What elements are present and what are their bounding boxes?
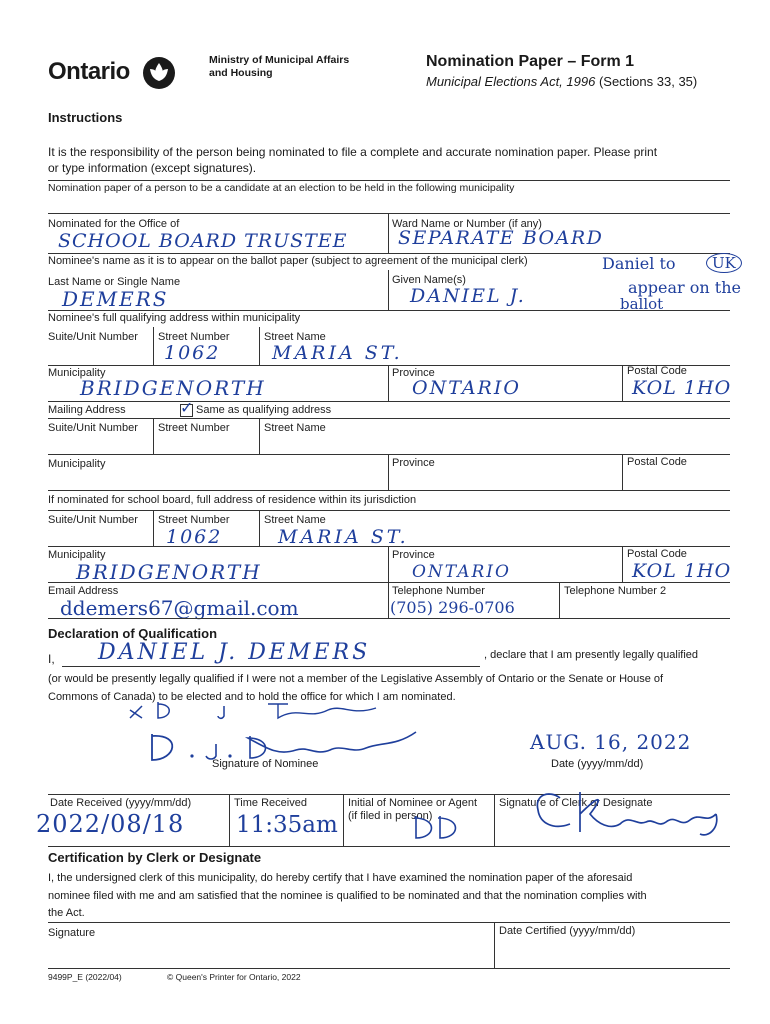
rule-16 (48, 922, 730, 923)
province-label: Province (392, 367, 435, 379)
rule-17 (48, 968, 730, 969)
divider-o3 (494, 794, 495, 846)
rule-top (48, 180, 730, 181)
cert-line3: the Act. (48, 907, 85, 919)
mailing-address-label: Mailing Address (48, 404, 126, 416)
footer-form-number: 9499P_E (2022/04) (48, 972, 122, 982)
date-received-label: Date Received (yyyy/mm/dd) (50, 797, 192, 809)
sb-province-label: Province (392, 549, 435, 561)
suite-label: Suite/Unit Number (48, 331, 138, 343)
signature-of-nominee-label: Signature of Nominee (212, 758, 319, 770)
time-received-label: Time Received (234, 797, 307, 809)
rule-6 (48, 401, 730, 402)
street-number-label: Street Number (158, 331, 230, 343)
initial-nominee-label: Initial of Nominee or Agent (348, 797, 478, 809)
sb-street-number-label: Street Number (158, 514, 230, 526)
divider-o1 (229, 794, 230, 846)
ward-value: SEPARATE BOARD (398, 227, 604, 249)
rule-12 (48, 582, 730, 583)
mail-street-number-label: Street Number (158, 422, 230, 434)
email-value: ddemers67@gmail.com (60, 596, 299, 620)
email-label: Email Address (48, 585, 119, 597)
rule-7 (48, 418, 730, 419)
mail-municipality-label: Municipality (48, 458, 106, 470)
trillium-logo-icon (141, 55, 177, 91)
divider-s4 (622, 546, 623, 582)
time-received-value: 11:35am (236, 812, 338, 838)
date-certified-label: Date Certified (yyyy/mm/dd) (499, 925, 636, 937)
if-filed-label: (if filed in person) (348, 810, 433, 822)
rule-10 (48, 510, 730, 511)
given-names-value: DANIEL J. (410, 285, 526, 307)
declaration-i: I, (48, 652, 55, 666)
footer-copyright: © Queen's Printer for Ontario, 2022 (167, 972, 301, 982)
school-board-address-label: If nominated for school board, full address of residence within its jurisdiction (48, 494, 417, 506)
divider-a2 (259, 327, 260, 365)
rule-13 (48, 618, 730, 619)
divider-m3 (388, 454, 389, 490)
signature-clerk-label: Signature of Clerk or Designate (499, 797, 653, 809)
postal-code-value: KOL 1HO (632, 377, 732, 399)
divider-e2 (559, 582, 560, 618)
date-received-value: 2022/08/18 (36, 810, 185, 838)
date-format-label: Date (yyyy/mm/dd) (551, 758, 644, 770)
sb-province-value: ONTARIO (412, 562, 511, 582)
rule-2 (48, 213, 730, 214)
divider-a4 (622, 365, 623, 401)
street-name-label: Street Name (264, 331, 326, 343)
rule-8 (48, 454, 730, 455)
municipality-value: BRIDGENORTH (80, 376, 266, 400)
instructions-heading: Instructions (48, 110, 123, 125)
form-title: Nomination Paper – Form 1 (426, 53, 635, 70)
divider-o2 (343, 794, 344, 846)
divider-m2 (259, 418, 260, 454)
declarant-value: DANIEL J. DEMERS (98, 640, 371, 665)
margin-note-line1: Daniel to (602, 254, 676, 273)
sb-postal-code-label: Postal Code (627, 548, 687, 560)
sb-municipality-value: BRIDGENORTH (76, 560, 262, 584)
signature-label: Signature (48, 927, 96, 939)
sb-street-name-value: MARIA ST. (278, 526, 409, 548)
rule-9 (48, 490, 730, 491)
margin-note-uk: UK (706, 253, 742, 273)
mail-street-name-label: Street Name (264, 422, 326, 434)
ministry-line2: and Housing (209, 67, 273, 79)
divider-names (388, 270, 389, 310)
certification-heading: Certification by Clerk or Designate (48, 850, 262, 865)
telephone-value: (705) 296-0706 (390, 598, 515, 617)
checkmark-icon: ✓ (180, 398, 194, 417)
mail-suite-label: Suite/Unit Number (48, 422, 138, 434)
sb-street-number-value: 1062 (166, 526, 223, 548)
telephone-label: Telephone Number (392, 585, 485, 597)
agent-initial-signature (410, 812, 480, 842)
declaration-heading: Declaration of Qualification (48, 626, 218, 641)
rule-15 (48, 846, 730, 847)
rule-4 (48, 310, 730, 311)
sb-street-name-label: Street Name (264, 514, 326, 526)
act-reference (426, 74, 697, 89)
sb-municipality-label: Municipality (48, 549, 106, 561)
divider-m4 (622, 454, 623, 490)
postal-code-label: Postal Code (627, 365, 687, 377)
ontario-logo-text: Ontario (48, 58, 130, 85)
instructions-line1: It is the responsibility of the person being nominated to file a complete and accurate nomination paper. Please print (48, 145, 658, 159)
declaration-tail: , declare that I am presently legally qualified (484, 649, 699, 661)
ballot-name-label: Nominee's name as it is to appear on the ballot paper (subject to agreement of the municipal clerk) (48, 255, 528, 267)
act-sections: (Sections 33, 35) (595, 74, 698, 89)
ministry-line1: Ministry of Municipal Affairs (209, 54, 350, 66)
nominee-initial-signature (128, 696, 388, 722)
telephone2-label: Telephone Number 2 (564, 585, 667, 597)
last-name-label: Last Name or Single Name (48, 276, 181, 288)
mail-province-label: Province (392, 457, 435, 469)
declarant-line (62, 666, 480, 667)
declaration-line3: Commons of Canada) to be elected and to hold the office for which I am nominated. (48, 691, 456, 703)
sb-suite-label: Suite/Unit Number (48, 514, 138, 526)
divider-c1 (494, 922, 495, 968)
qualifying-address-label: Nominee's full qualifying address within municipality (48, 312, 301, 324)
municipality-label: Municipality (48, 367, 106, 379)
province-value: ONTARIO (412, 377, 521, 399)
street-name-value: MARIA ST. (272, 342, 403, 364)
divider-m1 (153, 418, 154, 454)
clerk-signature (520, 784, 730, 844)
margin-note-line3: ballot (620, 295, 664, 313)
divider-s3 (388, 546, 389, 582)
cert-line2: nominee filed with me and am satisfied that the nominee is qualified to be nominated and that the nomination complies with (48, 890, 647, 902)
divider-s2 (259, 510, 260, 546)
rule-11 (48, 546, 730, 547)
municipality-intro-label: Nomination paper of a person to be a candidate at an election to be held in the following municipality (48, 182, 515, 194)
office-label: Nominated for the Office of (48, 218, 180, 230)
date-signed-value: AUG. 16, 2022 (530, 730, 692, 754)
divider-e1 (388, 582, 389, 618)
street-number-value: 1062 (164, 342, 221, 364)
same-as-label: Same as qualifying address (196, 404, 332, 416)
last-name-value: DEMERS (62, 287, 169, 311)
declaration-line2: (or would be presently legally qualified if I were not a member of the Legislative Assembly of Ontario or the Senate or House of (48, 673, 664, 685)
given-names-label: Given Name(s) (392, 274, 466, 286)
margin-note-line2: appear on the (628, 278, 741, 297)
office-value: SCHOOL BOARD TRUSTEE (58, 230, 348, 252)
instructions-line2: or type information (except signatures). (48, 161, 257, 175)
divider-a1 (153, 327, 154, 365)
sb-postal-code-value: KOL 1HO (632, 560, 732, 582)
ward-label: Ward Name or Number (if any) (392, 218, 542, 230)
divider-office (388, 213, 389, 253)
divider-a3 (388, 365, 389, 401)
cert-line1: I, the undersigned clerk of this municipality, do hereby certify that I have examined the nomination paper of the aforesaid (48, 872, 633, 884)
act-name: Municipal Elections Act, 1996 (426, 74, 596, 89)
divider-s1 (153, 510, 154, 546)
mail-postal-code-label: Postal Code (627, 456, 687, 468)
